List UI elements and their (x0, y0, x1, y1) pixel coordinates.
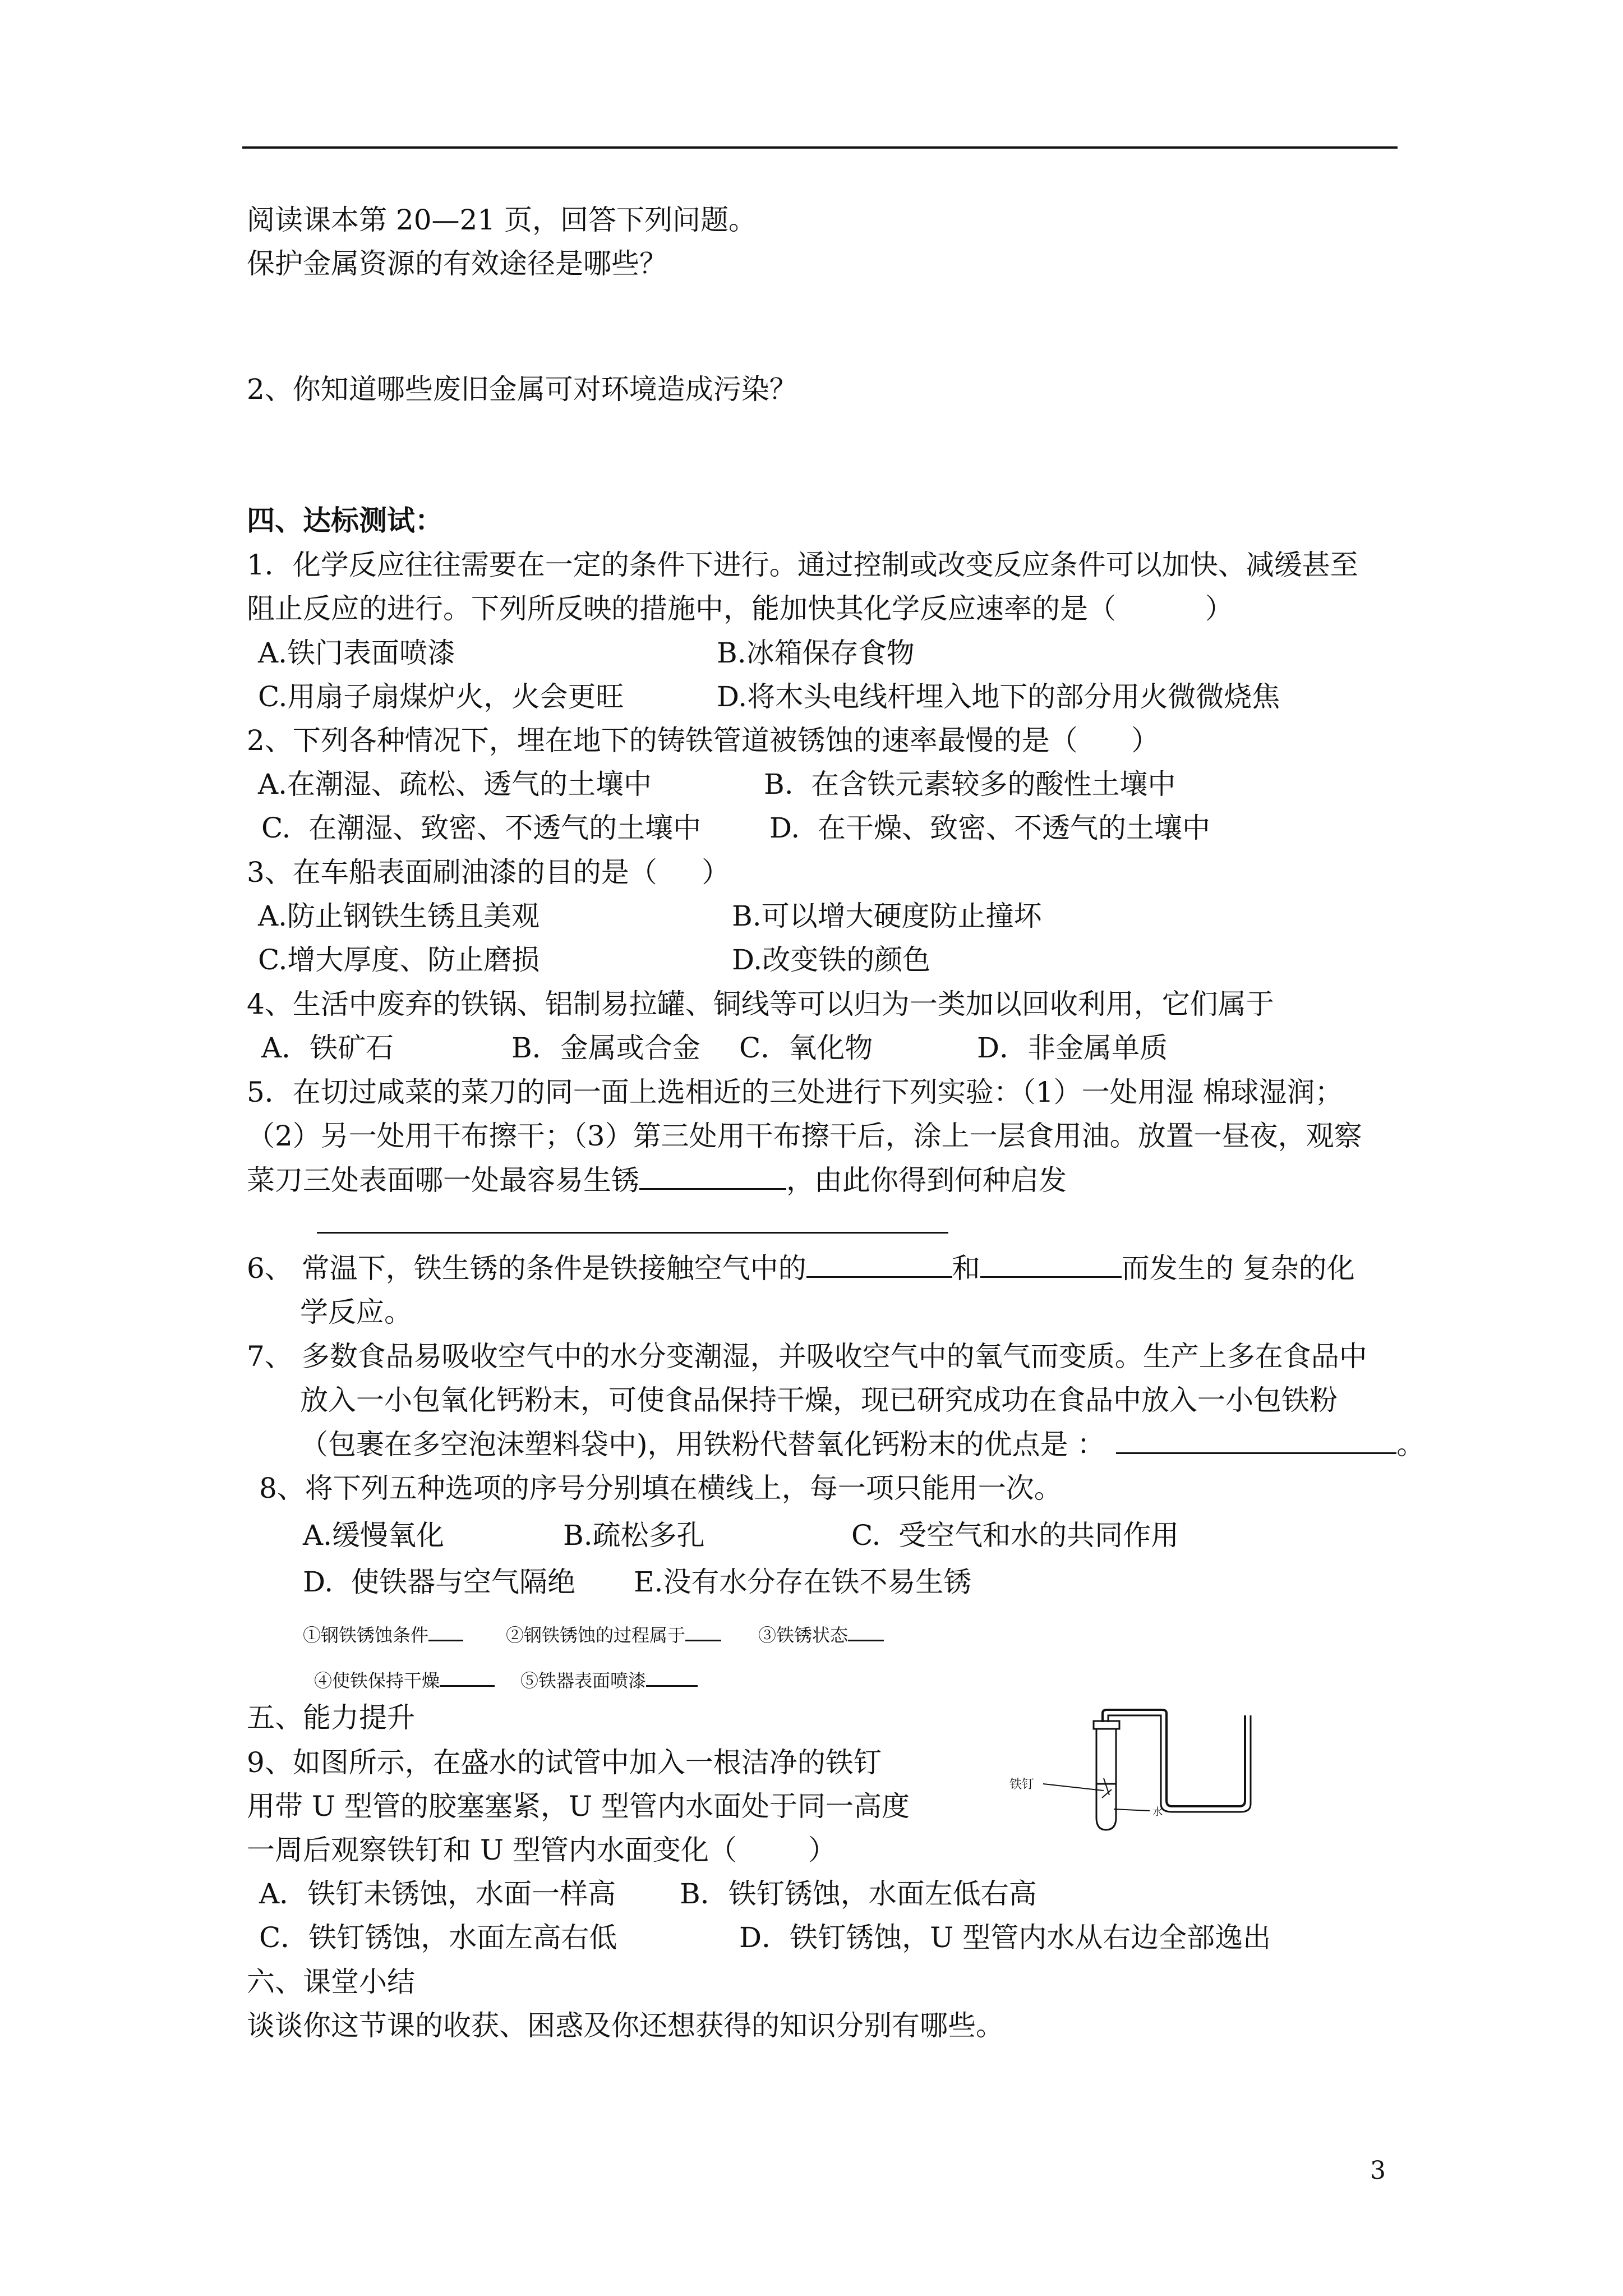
q9-option-b: B．铁钉锈蚀，水面左低右高 (680, 1878, 1037, 1910)
u-tube (1103, 1710, 1245, 1806)
q6-text-c: 而发生的 复杂的化 (1121, 1252, 1355, 1285)
q1-option-c: C.用扇子扇煤炉火，火会更旺 (258, 680, 624, 713)
q8-option-a: A.缓慢氧化 (303, 1519, 445, 1552)
q7-line1: 7、 多数食品易吸收空气中的水分变潮湿，并吸收空气中的氧气而变质。生产上多在食品中 (247, 1340, 1367, 1373)
q8-option-c: C. 受空气和水的共同作用 (851, 1519, 1179, 1552)
q1-stem-line1: 1．化学反应往往需要在一定的条件下进行。通过控制或改变反应条件可以加快、减缓甚至 (247, 549, 1358, 581)
q6-line1 (247, 1251, 1355, 1285)
q9-option-c: C．铁钉锈蚀，水面左高右低 (259, 1921, 617, 1954)
q4-option-b: B．金属或合金 (511, 1032, 700, 1064)
q8-fill-1-label: ①钢铁锈蚀条件 (303, 1625, 429, 1646)
q2-option-c: C. 在潮湿、致密、不透气的土壤中 (261, 812, 702, 844)
q4-stem: 4、生活中废弃的铁锅、铝制易拉罐、铜线等可以归为一类加以回收利用，它们属于 (247, 988, 1274, 1020)
q9-line2: 用带 U 型管的胶塞塞紧，U 型管内水面处于同一高度 (247, 1790, 910, 1823)
q9-line3: 一周后观察铁钉和 U 型管内水面变化（ ） (247, 1834, 837, 1866)
q5-line3 (247, 1163, 1067, 1197)
q4-option-d: D．非金属单质 (977, 1032, 1168, 1064)
q8-fill-4-label: ④使铁保持干燥 (314, 1670, 440, 1691)
u-tube-figure (1009, 1705, 1267, 1840)
q6-blank-1[interactable] (806, 1276, 952, 1278)
q9-line1: 9、如图所示，在盛水的试管中加入一根洁净的铁钉 (247, 1746, 882, 1779)
q5-line3-text: 菜刀三处表面哪一处最容易生锈 (247, 1164, 639, 1197)
q8-fill-1 (303, 1624, 463, 1646)
q3-option-d: D.改变铁的颜色 (732, 944, 931, 976)
q5-blank-1[interactable] (639, 1188, 786, 1190)
q8-option-d: D. 使铁器与空气隔绝 (303, 1566, 575, 1598)
q1-option-d: D.将木头电线杆埋入地下的部分用火微微烧焦 (717, 680, 1280, 713)
intro-question-2: 2、你知道哪些废旧金属可对环境造成污染？ (247, 373, 797, 406)
q3-option-a: A.防止钢铁生锈且美观 (258, 900, 540, 932)
q6-blank-2[interactable] (980, 1276, 1122, 1278)
q6-text-a: 6、 常温下，铁生锈的条件是铁接触空气中的 (247, 1252, 806, 1285)
q2-stem: 2、下列各种情况下，埋在地下的铸铁管道被锈蚀的速率最慢的是（ ） (247, 724, 1160, 757)
q5-line1: 5．在切过咸菜的菜刀的同一面上选相近的三处进行下列实验：（1）一处用湿 棉球湿润； (247, 1076, 1343, 1108)
q8-fill-3-blank[interactable] (848, 1640, 884, 1641)
q9-option-a: A．铁钉未锈蚀，水面一样高 (259, 1878, 616, 1910)
header-rule (242, 146, 1398, 149)
section-4-title: 四、达标测试： (247, 504, 443, 537)
intro-read: 阅读课本第 20—21 页，回答下列问题。 (247, 204, 757, 236)
test-tube (1096, 1728, 1116, 1830)
section-6-title: 六、课堂小结 (247, 1966, 415, 1998)
q8-fill-5-label: ⑤铁器表面喷漆 (520, 1670, 647, 1691)
q4-option-a: A．铁矿石 (261, 1032, 394, 1064)
page-number: 3 (1370, 2156, 1386, 2185)
q5-line2: （2）另一处用干布擦干；（3）第三处用干布擦干后，涂上一层食用油。放置一昼夜，观察 (247, 1120, 1362, 1152)
q7-line2: 放入一小包氧化钙粉末，可使食品保持干燥，现已研究成功在食品中放入一小包铁粉 (300, 1384, 1338, 1416)
q7-end: 。 (1396, 1428, 1425, 1461)
q8-fill-4-blank[interactable] (440, 1685, 495, 1687)
nail (1102, 1778, 1112, 1798)
q8-fill-1-blank[interactable] (428, 1640, 463, 1641)
q4-option-c: C．氧化物 (739, 1032, 873, 1064)
section-5-title: 五、能力提升 (247, 1701, 415, 1734)
q7-line3 (300, 1428, 1424, 1461)
q1-option-b: B.冰箱保存食物 (717, 637, 915, 669)
q3-option-b: B.可以增大硬度防止撞坏 (732, 900, 1042, 932)
q8-option-e: E.没有水分存在铁不易生锈 (634, 1566, 972, 1598)
q8-fill-3-label: ③铁锈状态 (758, 1625, 849, 1646)
q8-fill-4 (314, 1669, 495, 1692)
q1-option-a: A.铁门表面喷漆 (258, 637, 456, 669)
q2-option-a: A.在潮湿、疏松、透气的土壤中 (258, 768, 652, 800)
q6-text-b: 和 (952, 1252, 980, 1285)
q1-stem-line2: 阻止反应的进行。下列所反映的措施中，能加快其化学反应速率的是（ ） (247, 592, 1233, 625)
q3-stem: 3、在车船表面刷油漆的目的是（ ） (247, 856, 730, 889)
q3-option-c: C.增大厚度、防止磨损 (258, 944, 540, 976)
q8-fill-2-label: ②钢铁锈蚀的过程属于 (506, 1625, 686, 1646)
q6-line2: 学反应。 (300, 1296, 412, 1328)
q7-text: （包裹在多空泡沫塑料袋中)，用铁粉代替氧化钙粉末的优点是 ： (300, 1428, 1105, 1461)
q5-line3-text-2: ，由此你得到何种启发 (786, 1164, 1067, 1197)
stopper (1094, 1721, 1119, 1729)
q8-fill-3 (758, 1624, 884, 1646)
q8-fill-5-blank[interactable] (646, 1685, 698, 1687)
q5-answer-line[interactable] (317, 1232, 948, 1234)
q8-stem: 8、将下列五种选项的序号分别填在横线上，每一项只能用一次。 (259, 1472, 1062, 1504)
q8-fill-2-blank[interactable] (685, 1640, 721, 1641)
section-6-text: 谈谈你这节课的收获、困惑及你还想获得的知识分别有哪些。 (247, 2009, 1004, 2042)
figure-label-nail: 铁钉 (1009, 1778, 1035, 1792)
intro-question-1: 保护金属资源的有效途径是哪些？ (247, 247, 667, 280)
q8-fill-5 (520, 1669, 698, 1692)
q2-option-d: D. 在干燥、致密、不透气的土壤中 (769, 812, 1210, 844)
q8-option-b: B.疏松多孔 (563, 1519, 705, 1552)
q2-option-b: B. 在含铁元素较多的酸性土壤中 (764, 768, 1176, 800)
figure-label-water: 水 (1152, 1806, 1163, 1818)
q7-blank[interactable] (1116, 1452, 1396, 1454)
q8-fill-2 (506, 1624, 721, 1646)
q9-option-d: D．铁钉锈蚀，U 型管内水从右边全部逸出 (739, 1921, 1271, 1954)
